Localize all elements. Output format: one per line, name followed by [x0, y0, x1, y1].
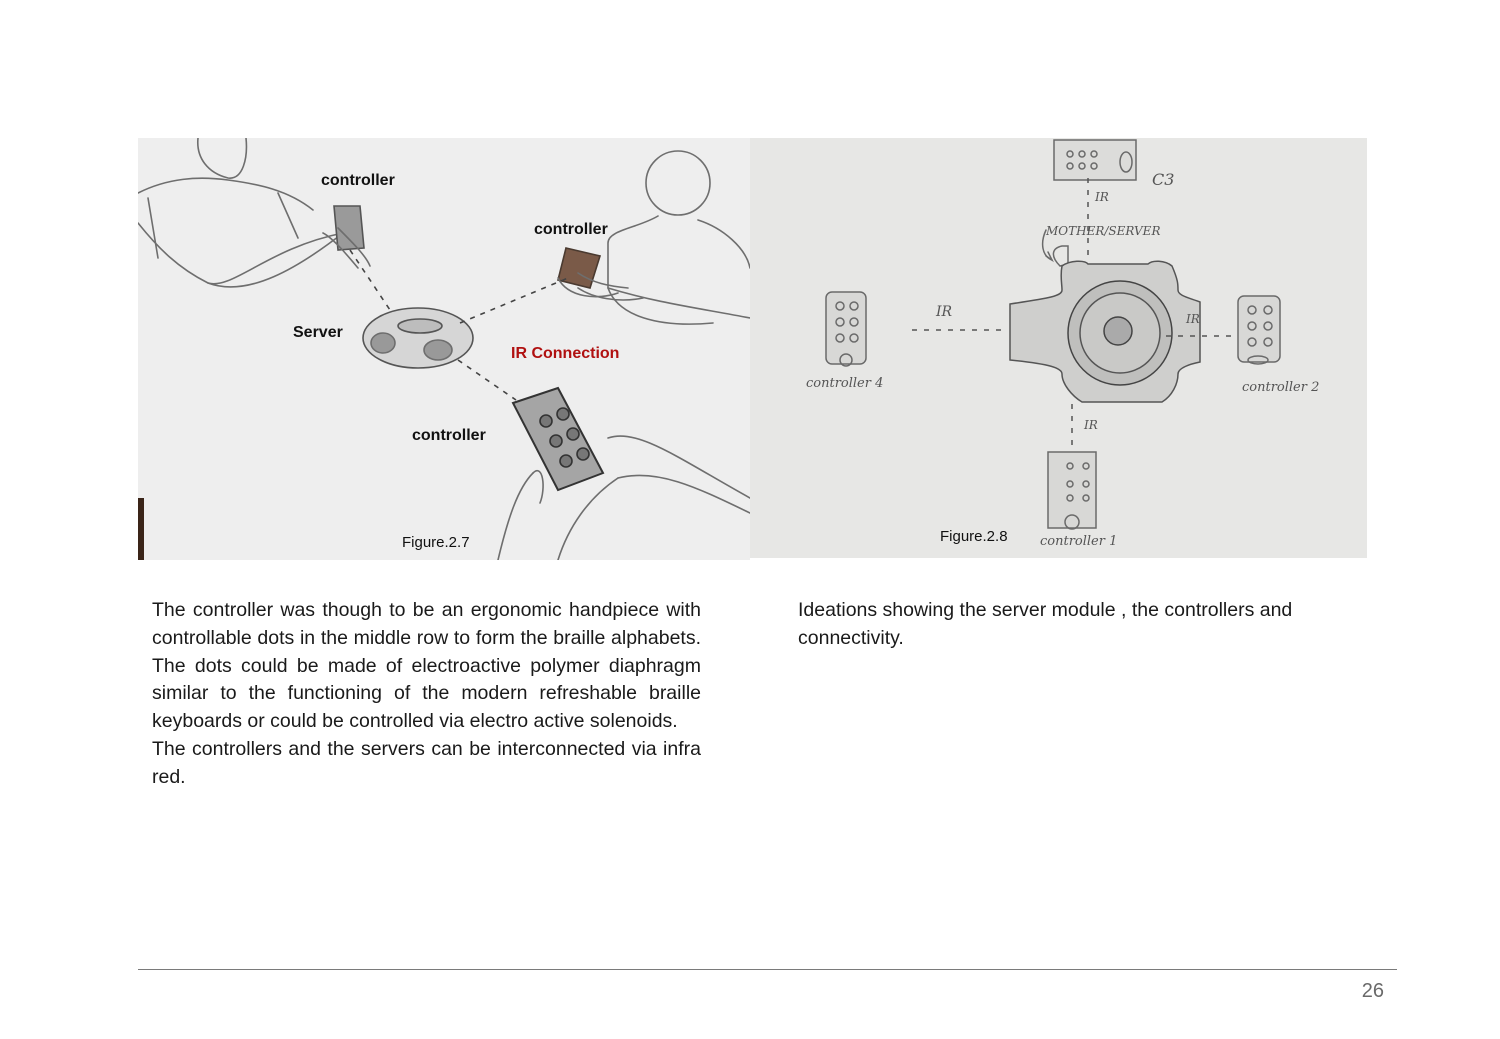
sketch-label-ir-right: IR — [1186, 312, 1200, 326]
sketch-ideation-people-with-controllers — [138, 138, 750, 560]
figure-caption: Figure.2.7 — [402, 534, 470, 551]
label-ir-connection: IR Connection — [511, 345, 620, 362]
figure-2-8 — [750, 138, 1367, 558]
sketch-server-controllers-layout — [750, 138, 1367, 558]
right-description — [798, 597, 1358, 653]
figure-caption: Figure.2.8 — [940, 528, 1008, 545]
page-number: 26 — [1361, 980, 1384, 1002]
figure-2-7 — [138, 138, 750, 560]
footer-divider — [138, 969, 1397, 970]
label-server: Server — [293, 324, 343, 341]
sketch-label-c3: C3 — [1152, 170, 1175, 189]
label-controller-right: controller — [534, 221, 608, 238]
paragraph-interconnection: The controllers and the servers can be interconnected via infra red. — [152, 737, 701, 788]
sketch-label-ir-bottom: IR — [1084, 418, 1098, 432]
left-description — [152, 597, 701, 792]
sketch-label-ir-top: IR — [1095, 190, 1109, 204]
sketch-label-controller-2: controller 2 — [1242, 380, 1320, 395]
sketch-label-ir-left: IR — [936, 304, 953, 320]
sketch-label-controller-1: controller 1 — [1040, 534, 1118, 549]
paragraph-ideations: Ideations showing the server module , the controllers and connectivity. — [798, 599, 1293, 649]
label-controller-bottom: controller — [412, 427, 486, 444]
paragraph-controller-design: The controller was though to be an ergonomic handpiece with controllable dots in the middle row to form the braille alphabets. The dots could be made of electroactive polymer diaphragm similar to the functioning of the modern refreshable braille keyboards or could be controlled via electro active solenoids. — [152, 599, 701, 733]
sketch-label-mother-server: MOTHER/SERVER — [1046, 224, 1161, 238]
label-controller-top: controller — [321, 172, 395, 189]
sketch-label-controller-4: controller 4 — [806, 376, 884, 391]
